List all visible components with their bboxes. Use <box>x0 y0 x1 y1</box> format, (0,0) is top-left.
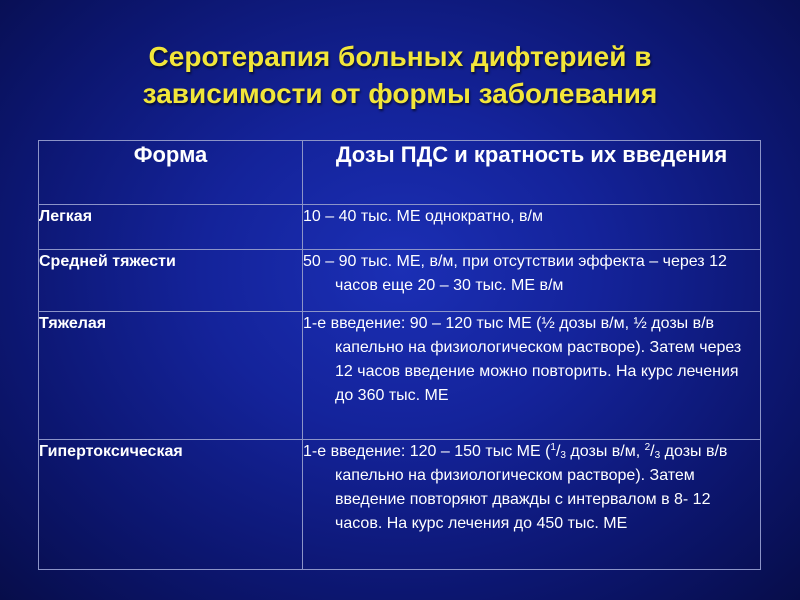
form-cell-moderate: Средней тяжести <box>39 250 303 312</box>
header-form: Форма <box>39 141 303 205</box>
dose-text: 50 – 90 тыс. МЕ, в/м, при отсутствии эффекта – через 12 часов еще 20 – 30 тыс. МЕ в/м <box>303 253 727 294</box>
dose-text-part-1: 1-е введение: 120 – 150 тыс МЕ ( <box>303 443 551 460</box>
fraction-one-third: $^1/_3$ <box>550 442 566 461</box>
form-cell-hypertoxic: Гипертоксическая <box>39 440 303 570</box>
table-row <box>39 312 761 440</box>
slide-title-line-1: Серотерапия больных дифтерией в <box>148 41 652 72</box>
dose-cell-hypertoxic <box>303 440 761 570</box>
fraction-two-thirds: $^2/_3$ <box>644 442 661 461</box>
dose-table <box>38 140 761 570</box>
dose-cell-mild <box>303 205 761 250</box>
dose-cell-moderate <box>303 250 761 312</box>
fraction-denominator: 3 <box>654 450 661 461</box>
table-row <box>39 250 761 312</box>
table-header-row <box>39 141 761 205</box>
dose-text <box>303 440 760 536</box>
table-row <box>39 440 761 570</box>
dose-text: 10 – 40 тыс. МЕ однократно, в/м <box>303 208 543 225</box>
fraction-numerator: 1 <box>550 442 556 453</box>
form-cell-severe: Тяжелая <box>39 312 303 440</box>
fraction-denominator: 3 <box>560 450 566 461</box>
table-row <box>39 205 761 250</box>
dose-text-part-3: дозы в/в капельно на физиологическом растворе). Затем введение повторяют дважды с интервалом в 8- 12 часов. На курс лечения до 450 тыс. МЕ <box>335 443 728 532</box>
dose-text-part-2: дозы в/м, <box>565 443 645 460</box>
header-dose: Дозы ПДС и кратность их введения <box>303 141 761 205</box>
slide-title-line-2: зависимости от формы заболевания <box>142 78 658 109</box>
fraction-numerator: 2 <box>644 442 651 453</box>
dose-cell-severe <box>303 312 761 440</box>
form-cell-mild: Легкая <box>39 205 303 250</box>
slide-title <box>0 38 800 112</box>
dose-text: 1-е введение: 90 – 120 тыс МЕ (½ дозы в/м, ½ дозы в/в капельно на физиологическом растворе). Затем через 12 часов введение можно повторить. На курс лечения до 360 тыс. МЕ <box>303 315 742 404</box>
